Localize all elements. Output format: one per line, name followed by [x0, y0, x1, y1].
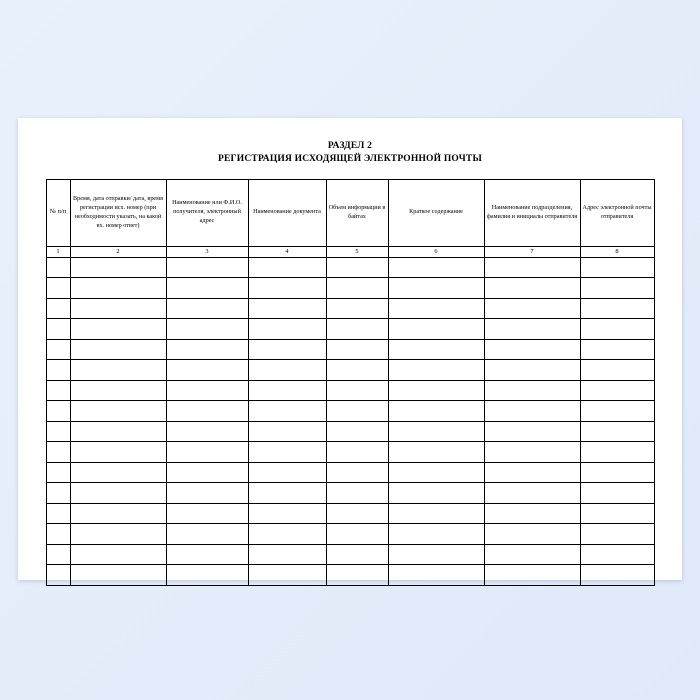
table-cell[interactable] [388, 565, 484, 586]
column-number-1: 1 [46, 246, 70, 257]
table-cell[interactable] [580, 503, 654, 524]
table-header [46, 179, 654, 257]
table-cell[interactable] [326, 524, 388, 545]
table-cell[interactable] [484, 421, 580, 442]
table-cell[interactable] [166, 544, 248, 565]
table-row [46, 442, 654, 463]
table-row [46, 503, 654, 524]
table-row [46, 298, 654, 319]
title-line-2: РЕГИСТРАЦИЯ ИСХОДЯЩЕЙ ЭЛЕКТРОННОЙ ПОЧТЫ [218, 153, 482, 164]
table-cell[interactable] [484, 339, 580, 360]
table-cell[interactable] [580, 360, 654, 381]
table-cell[interactable] [326, 401, 388, 422]
table-row [46, 319, 654, 340]
table-cell[interactable] [580, 462, 654, 483]
column-number-row [46, 246, 654, 257]
title-line-1: РАЗДЕЛ 2 [327, 141, 373, 151]
table-cell[interactable] [484, 544, 580, 565]
table-cell[interactable] [248, 442, 326, 463]
table-cell[interactable] [388, 483, 484, 504]
table-cell[interactable] [248, 503, 326, 524]
table-row [46, 380, 654, 401]
table-cell[interactable] [70, 524, 166, 545]
column-number-8: 8 [580, 246, 654, 257]
table-cell[interactable] [484, 442, 580, 463]
table-cell[interactable] [484, 565, 580, 586]
table-cell[interactable] [166, 401, 248, 422]
column-header-send-time: Время, дата отправки/ дата, время регистрации исх. номер (при необходимости указать, на какой вх. номер ответ) [70, 179, 166, 246]
table-row [46, 401, 654, 422]
table-cell[interactable] [46, 421, 70, 442]
column-number-4: 4 [248, 246, 326, 257]
table-cell[interactable] [166, 503, 248, 524]
table-cell[interactable] [46, 278, 70, 299]
table-cell[interactable] [166, 462, 248, 483]
table-cell[interactable] [166, 421, 248, 442]
table-cell[interactable] [388, 421, 484, 442]
table-row [46, 483, 654, 504]
column-number-3: 3 [166, 246, 248, 257]
table-cell[interactable] [580, 257, 654, 278]
table-cell[interactable] [46, 319, 70, 340]
table-cell[interactable] [326, 442, 388, 463]
table-cell[interactable] [166, 565, 248, 586]
table-cell[interactable] [70, 339, 166, 360]
table-cell[interactable] [166, 380, 248, 401]
table-cell[interactable] [248, 360, 326, 381]
table-cell[interactable] [580, 524, 654, 545]
table-cell[interactable] [484, 257, 580, 278]
table-cell[interactable] [248, 565, 326, 586]
table-cell[interactable] [166, 257, 248, 278]
table-cell[interactable] [484, 298, 580, 319]
table-row [46, 565, 654, 586]
column-number-5: 5 [326, 246, 388, 257]
table-cell[interactable] [484, 401, 580, 422]
table-cell[interactable] [46, 298, 70, 319]
table-cell[interactable] [166, 298, 248, 319]
table-row [46, 257, 654, 278]
table-cell[interactable] [70, 544, 166, 565]
table-cell[interactable] [484, 360, 580, 381]
document-sheet [18, 118, 682, 580]
table-cell[interactable] [388, 442, 484, 463]
table-cell[interactable] [166, 442, 248, 463]
table-cell[interactable] [326, 298, 388, 319]
table-cell[interactable] [166, 360, 248, 381]
table-cell[interactable] [388, 319, 484, 340]
table-cell[interactable] [46, 462, 70, 483]
table-cell[interactable] [46, 524, 70, 545]
column-header-sender-unit: Наименование подразделения, фамилия и инициалы отправителя [484, 179, 580, 246]
table-cell[interactable] [326, 257, 388, 278]
table-cell[interactable] [580, 483, 654, 504]
table-cell[interactable] [388, 257, 484, 278]
table-cell[interactable] [388, 524, 484, 545]
table-cell[interactable] [248, 339, 326, 360]
table-cell[interactable] [46, 483, 70, 504]
table-cell[interactable] [580, 380, 654, 401]
table-cell[interactable] [326, 462, 388, 483]
table-row [46, 339, 654, 360]
column-header-summary: Краткое содержание [388, 179, 484, 246]
table-cell[interactable] [166, 483, 248, 504]
table-cell[interactable] [326, 544, 388, 565]
table-cell[interactable] [580, 401, 654, 422]
table-cell[interactable] [70, 401, 166, 422]
table-cell[interactable] [388, 360, 484, 381]
table-cell[interactable] [248, 462, 326, 483]
column-number-2: 2 [70, 246, 166, 257]
table-cell[interactable] [166, 319, 248, 340]
table-cell[interactable] [46, 339, 70, 360]
table-cell[interactable] [166, 339, 248, 360]
table-cell[interactable] [70, 565, 166, 586]
table-cell[interactable] [70, 278, 166, 299]
table-cell[interactable] [70, 421, 166, 442]
table-cell[interactable] [248, 278, 326, 299]
table-cell[interactable] [70, 319, 166, 340]
table-cell[interactable] [70, 257, 166, 278]
table-cell[interactable] [326, 278, 388, 299]
registration-table [46, 179, 655, 586]
table-cell[interactable] [580, 278, 654, 299]
table-cell[interactable] [580, 442, 654, 463]
table-cell[interactable] [166, 524, 248, 545]
table-cell[interactable] [248, 421, 326, 442]
table-cell[interactable] [70, 483, 166, 504]
table-cell[interactable] [580, 565, 654, 586]
table-cell[interactable] [46, 401, 70, 422]
table-cell[interactable] [70, 298, 166, 319]
table-cell[interactable] [484, 462, 580, 483]
table-cell[interactable] [46, 380, 70, 401]
table-cell[interactable] [580, 319, 654, 340]
table-row [46, 278, 654, 299]
table-cell[interactable] [388, 298, 484, 319]
table-cell[interactable] [388, 401, 484, 422]
table-cell[interactable] [46, 503, 70, 524]
table-row [46, 524, 654, 545]
table-cell[interactable] [580, 544, 654, 565]
table-cell[interactable] [388, 380, 484, 401]
table-cell[interactable] [46, 257, 70, 278]
table-cell[interactable] [484, 380, 580, 401]
table-cell[interactable] [388, 544, 484, 565]
page-title [18, 140, 682, 166]
table-cell[interactable] [388, 278, 484, 299]
table-row [46, 360, 654, 381]
table-body [46, 257, 654, 585]
table-cell[interactable] [326, 339, 388, 360]
table-row [46, 462, 654, 483]
table-cell[interactable] [326, 503, 388, 524]
table-cell[interactable] [484, 483, 580, 504]
table-cell[interactable] [248, 298, 326, 319]
table-cell[interactable] [484, 503, 580, 524]
table-cell[interactable] [70, 503, 166, 524]
table-cell[interactable] [46, 544, 70, 565]
table-cell[interactable] [580, 421, 654, 442]
table-cell[interactable] [46, 442, 70, 463]
column-number-6: 6 [388, 246, 484, 257]
table-cell[interactable] [388, 503, 484, 524]
table-row [46, 421, 654, 442]
table-cell[interactable] [326, 565, 388, 586]
column-number-7: 7 [484, 246, 580, 257]
table-cell[interactable] [484, 319, 580, 340]
table-cell[interactable] [388, 462, 484, 483]
table-cell[interactable] [46, 565, 70, 586]
table-cell[interactable] [70, 380, 166, 401]
table-header-row [46, 179, 654, 246]
table-cell[interactable] [248, 483, 326, 504]
table-cell[interactable] [484, 278, 580, 299]
table-cell[interactable] [326, 360, 388, 381]
table-cell[interactable] [248, 380, 326, 401]
table-cell[interactable] [580, 298, 654, 319]
table-row [46, 544, 654, 565]
table-cell[interactable] [484, 524, 580, 545]
table-cell[interactable] [326, 421, 388, 442]
table-cell[interactable] [248, 257, 326, 278]
table-cell[interactable] [326, 483, 388, 504]
table-cell[interactable] [248, 401, 326, 422]
table-cell[interactable] [388, 339, 484, 360]
table-cell[interactable] [248, 319, 326, 340]
column-header-size-bytes: Объем информации в байтах [326, 179, 388, 246]
table-cell[interactable] [248, 544, 326, 565]
table-cell[interactable] [248, 524, 326, 545]
table-cell[interactable] [46, 360, 70, 381]
table-cell[interactable] [166, 278, 248, 299]
table-cell[interactable] [326, 319, 388, 340]
table-cell[interactable] [70, 360, 166, 381]
column-header-num: № п/п [46, 179, 70, 246]
column-header-document-name: Наименование документа [248, 179, 326, 246]
table-cell[interactable] [326, 380, 388, 401]
column-header-sender-email: Адрес электронной почты отправителя [580, 179, 654, 246]
table-cell[interactable] [70, 442, 166, 463]
table-cell[interactable] [580, 339, 654, 360]
column-header-recipient: Наименование или Ф.И.О. получителя, электронный адрес [166, 179, 248, 246]
table-cell[interactable] [70, 462, 166, 483]
